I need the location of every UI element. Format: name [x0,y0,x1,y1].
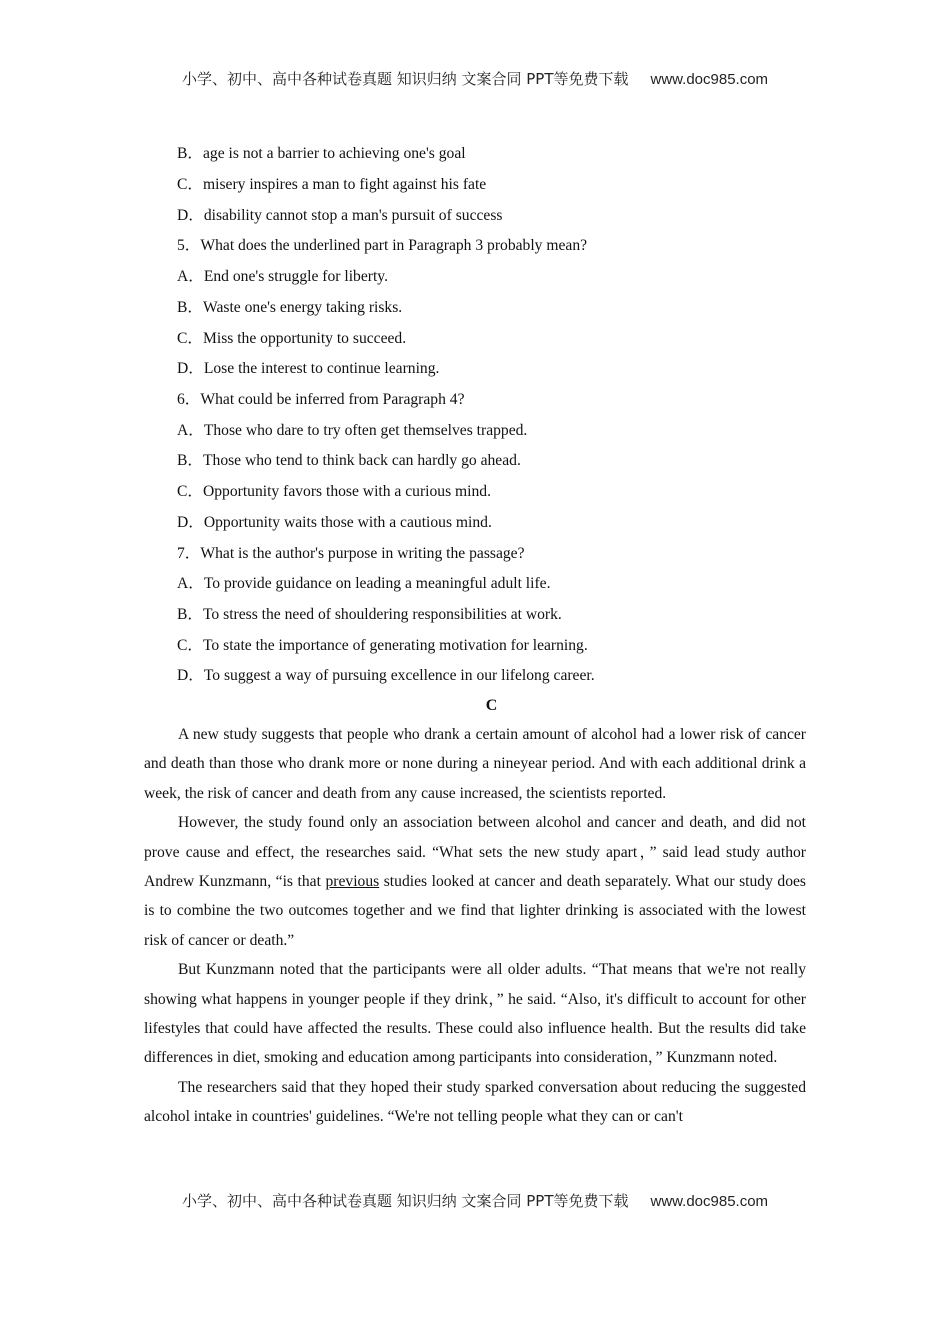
option-5b: B．Waste one's energy taking risks. [177,299,403,316]
section-heading: C [485,697,498,714]
option-7a: A．To provide guidance on leading a meaningful adult life. [177,575,551,592]
page-header-banner [0,68,950,89]
option-6b: B．Those who tend to think back can hardly go ahead. [177,452,521,469]
option-4c: C．misery inspires a man to fight against his fate [177,176,487,193]
header-text: 小学、初中、高中各种试卷真题 知识归纳 文案合同 PPT等免费下载 [181,70,629,88]
option-6c: C．Opportunity favors those with a curious mind. [177,483,492,500]
passage-paragraph-4: The researchers said that they hoped their study sparked conversation about reducing the suggested alcohol intake in countries' guidelines. “We're not telling people what they can or can't [144,1078,806,1126]
passage-paragraph-3: But Kunzmann noted that the participants were all older adults. “That means that we're not really showing what happens in younger people if they drink，” he said. “Also, it's difficult to account for other lifestyles that could have affected the results. These could also influence health. But the results did take differences in diet, smoking and education among participants into consideration，” Kunzmann noted. [144,961,806,1067]
question-7: 7．What is the author's purpose in writing the passage? [177,545,525,562]
option-4d: D．disability cannot stop a man's pursuit of success [177,207,503,224]
option-6d: D．Opportunity waits those with a cautious mind. [177,514,492,531]
header-site-link[interactable]: www.doc985.com [650,71,769,88]
option-5c: C．Miss the opportunity to succeed. [177,330,407,347]
option-7d: D．To suggest a way of pursuing excellence in our lifelong career. [177,667,595,684]
passage-c [144,720,806,1132]
option-5d: D．Lose the interest to continue learning. [177,360,440,377]
passage-paragraph-2 [144,808,806,955]
option-7b: B．To stress the need of shouldering responsibilities at work. [177,606,562,623]
p2-before: However, the study found only an association between alcohol and cancer and death, and did not prove cause and effect, the researches said. “What sets the new study apart，” said lead study author Andrew Kunzmann, “is that [144,814,806,891]
option-6a: A．Those who dare to try often get themselves trapped. [177,422,528,439]
footer-text: 小学、初中、高中各种试卷真题 知识归纳 文案合同 PPT等免费下载 [181,1192,629,1210]
footer-site-link[interactable]: www.doc985.com [650,1193,769,1210]
option-4b: B．age is not a barrier to achieving one's goal [177,145,466,162]
page-footer-banner [0,1190,950,1211]
passage-paragraph-1: A new study suggests that people who drank a certain amount of alcohol had a lower risk of cancer and death than those who drank more or none during a nineyear period. And with each additional drink a week, the risk of cancer and death from any cause increased, the scientists reported. [144,726,806,802]
question-6: 6．What could be inferred from Paragraph 4? [177,391,465,408]
option-5a: A．End one's struggle for liberty. [177,268,388,285]
option-7c: C．To state the importance of generating motivation for learning. [177,637,588,654]
p2-after: studies looked at cancer and death separately. What our study does is to combine the two outcomes together and we find that lighter drinking is associated with the lowest risk of cancer or death.” [144,873,806,949]
question-5: 5．What does the underlined part in Paragraph 3 probably mean? [177,237,588,254]
underlined-word: previous [325,873,380,891]
